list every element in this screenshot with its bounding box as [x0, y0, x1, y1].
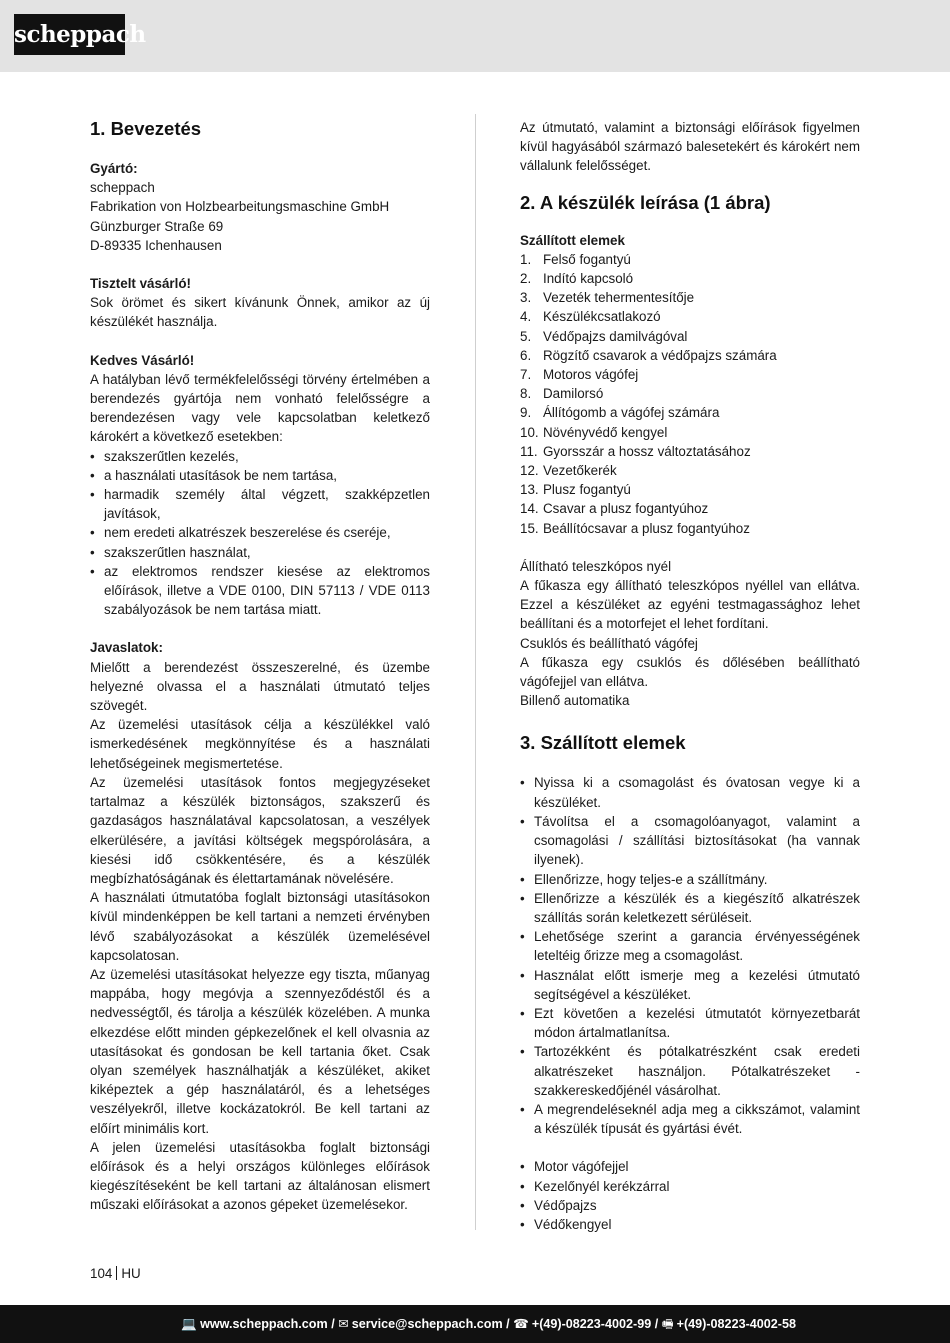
list-item: 14. Csavar a plusz fogantyúhoz [520, 501, 709, 517]
computer-icon: 💻 [181, 1317, 198, 1331]
left-column [90, 118, 430, 1215]
right-column [520, 118, 860, 1234]
list-item: 8. Damilorsó [520, 386, 604, 402]
list-item: • Ellenőrizze, hogy teljes-e a szállítmány. [520, 870, 860, 889]
list-item: 7. Motoros vágófej [520, 367, 639, 383]
list-item: • harmadik személy által végzett, szakképzetlen javítások, [90, 485, 430, 523]
section-2-title: 2. A készülék leírása (1 ábra) [520, 191, 771, 213]
unpack-steps-list [520, 773, 860, 1138]
list-item: 4. Készülékcsatlakozó [520, 309, 661, 325]
list-item: 15. Beállítócsavar a plusz fogantyúhoz [520, 520, 750, 536]
liability-text: A hatályban lévő termékfelelősségi törvény értelmében a berendezés gyártója nem vonható felelősségre a berendezésen vagy vele kapcsolatban keletkező károkért a következő esetekben: [90, 371, 430, 445]
tips-paragraph: Az üzemelési utasításokat helyezze egy tiszta, műanyag mappába, hogy megóvja a szennyeződéstől és a nedvességtől, és tárolja a készülék közelében. A munka elkezdése előtt minden gépkezelőnek el kell olvasnia az utasításokat és gondosan be kell tartania őket. Csak olyan személyek használhatják a készüléket, akiket kiképeztek a gép használatáról, és a lehetséges veszélyekről, illetve kockázatokról. Be kell tartani az előírt minimális kort. [90, 966, 430, 1136]
page-language: HU [121, 1266, 141, 1281]
page-number-separator [116, 1266, 117, 1280]
footer-email-link[interactable]: service@scheppach.com / [351, 1317, 510, 1331]
section-1-title: 1. Bevezetés [90, 118, 202, 139]
liability-label: Kedves Vásárló! [90, 352, 195, 368]
list-item: 10. Növényvédő kengyel [520, 424, 668, 440]
footer-fax: +(49)-08223-4002-58 [676, 1317, 796, 1331]
supplied-items-list [520, 1157, 860, 1234]
list-item: 6. Rögzítő csavarok a védőpajzs számára [520, 347, 777, 363]
list-item: • Ellenőrizze a készülék és a kiegészítő alkatrészek szállítás során keletkezett sérüléseit. [520, 889, 860, 927]
mail-icon: ✉ [338, 1317, 349, 1331]
list-item: • az elektromos rendszer kiesése az elektromos előírások, illetve a VDE 0100, DIN 57113 / VDE 0113 szabályozások be nem tartása miatt. [90, 562, 430, 620]
maker-line: Günzburger Straße 69 [90, 218, 224, 234]
page-number [90, 1265, 141, 1283]
greeting-label: Tisztelt vásárló! [90, 276, 191, 292]
list-item: • Védőpajzs [520, 1196, 860, 1215]
tips-paragraph: A jelen üzemelési utasításokba foglalt biztonsági előírások és a helyi országos különleges előírások kiegészítéseként be kell tartani az általánosan elismert műszaki előírásokat a azonos gépeket üzemelésekor. [90, 1139, 430, 1213]
list-item: • A megrendeléseknél adja meg a cikkszámot, valamint a készülék típusát és gyártási évét. [520, 1100, 860, 1138]
list-item: • nem eredeti alkatrészek beszerelése és cseréje, [90, 523, 430, 542]
footer-phone: +(49)-08223-4002-99 / [531, 1317, 659, 1331]
liability-cases-list [90, 447, 430, 620]
maker-line: scheppach [90, 180, 155, 196]
list-item: 3. Vezeték tehermentesítője [520, 290, 695, 306]
column-divider [475, 114, 476, 1230]
maker-label: Gyártó: [90, 161, 138, 176]
list-item: • Távolítsa el a csomagolóanyagot, valamint a csomagolási / szállítási biztosításokat (ha vannak ilyenek). [520, 812, 860, 870]
page-header [0, 0, 950, 72]
maker-line: Fabrikation von Holzbearbeitungsmaschine GmbH [90, 199, 390, 215]
feature-text: A fűkasza egy állítható teleszkópos nyéllel van ellátva. Ezzel a készüléket az egyéni testmagassághoz lehet beállítani és a motorfejet el lehet fordítani. [520, 578, 860, 632]
list-item: • Motor vágófejjel [520, 1157, 860, 1176]
greeting-text: Sok örömet és sikert kívánunk Önnek, amikor az új készülékét használja. [90, 295, 430, 330]
page-footer [0, 1305, 950, 1343]
list-item: 9. Állítógomb a vágófej számára [520, 405, 720, 421]
list-item: • Ezt követően a kezelési útmutatót környezetbarát módon ártalmatlanítsa. [520, 1004, 860, 1042]
list-item: 1. Felső fogantyú [520, 251, 631, 267]
list-item: • szakszerűtlen használat, [90, 543, 430, 562]
list-item: • Védőkengyel [520, 1215, 860, 1234]
tips-paragraph: A használati útmutatóba foglalt biztonsági utasításokon kívül mindenképpen be kell tartani a nemzeti érvényben lévő szabályozásokat a készülék üzemelésével kapcsolatosan. [90, 890, 430, 963]
list-item: • Nyissa ki a csomagolást és óvatosan vegye ki a készüléket. [520, 773, 860, 811]
feature-heading: Állítható teleszkópos nyél [520, 558, 672, 574]
list-item: 13. Plusz fogantyú [520, 482, 631, 498]
list-item: 11. Gyorsszár a hossz változtatásához [520, 443, 751, 459]
parts-list [520, 250, 860, 538]
list-item: 5. Védőpajzs damilvágóval [520, 328, 688, 344]
tips-paragraph: Mielőtt a berendezést összeszerelné, és üzembe helyezné olvassa el a használati útmutató teljes szövegét. [90, 659, 430, 714]
feature-text: A fűkasza egy csuklós és dőlésében beállítható vágófejjel van ellátva. [520, 654, 860, 690]
list-item: • Lehetősége szerint a garancia érvényességének leteltéig őrizze meg a csomagolást. [520, 927, 860, 965]
fax-icon: 🖷 [661, 1317, 674, 1331]
scheppach-logo: scheppach [14, 14, 125, 55]
list-item: • Tartozékként és pótalkatrészként csak eredeti alkatrészeket használjon. Pótalkatrészeket -szakkereskedőjénél vásárolhat. [520, 1042, 860, 1100]
list-item: 2. Indító kapcsoló [520, 271, 634, 287]
list-item: • Használat előtt ismerje meg a kezelési útmutató segítségével a készüléket. [520, 966, 860, 1004]
list-item: 12. Vezetőkerék [520, 463, 617, 479]
supplied-label: Szállított elemek [520, 232, 625, 248]
list-item: • a használati utasítások be nem tartása, [90, 466, 430, 485]
tips-paragraph: Az üzemelési utasítások célja a készülékkel való ismerkedésének megkönnyítése és a használati lehetőségeinek megismertetése. [90, 717, 430, 771]
phone-icon: ☎ [513, 1317, 529, 1331]
footer-website-link[interactable]: www.scheppach.com / [200, 1317, 335, 1331]
disclaimer-text: Az útmutató, valamint a biztonsági előírások figyelmen kívül hagyásából származó balesetekért és károkért nem vállalunk felelősséget. [520, 120, 860, 174]
tips-label: Javaslatok: [90, 640, 163, 656]
list-item: • Kezelőnyél kerékzárral [520, 1177, 860, 1196]
feature-heading: Csuklós és beállítható vágófej [520, 635, 698, 651]
list-item: • szakszerűtlen kezelés, [90, 447, 430, 466]
tips-paragraph: Az üzemelési utasítások fontos megjegyzéseket tartalmaz a készülék biztonságos, szakszerű és gazdaságos használatával kapcsolatosan, a veszélyek elkerülésére, a javítási költségek megspórolására, a kiesési idő csökkentésére, és a készülék megbízhatóságának és élettartamának növelésére. [90, 774, 430, 886]
feature-heading: Billenő automatika [520, 693, 630, 709]
section-3-title: 3. Szállított elemek [520, 732, 686, 754]
maker-line: D-89335 Ichenhausen [90, 237, 222, 253]
page-number-value: 104 [90, 1266, 113, 1281]
